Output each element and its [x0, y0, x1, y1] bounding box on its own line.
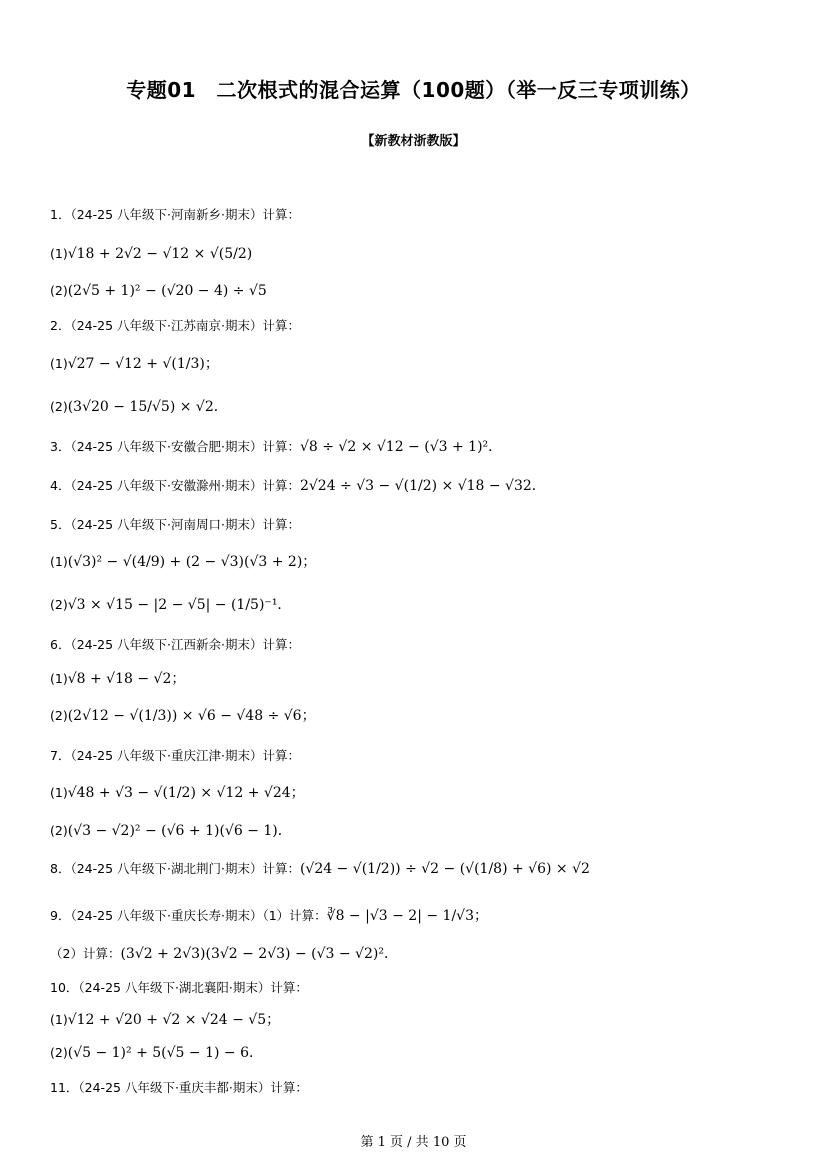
problem-line — [50, 859, 590, 880]
problem-label: (2) — [50, 283, 68, 298]
problem-label: (2) — [50, 597, 68, 612]
math-expression: (√5 − 1)² + 5(√5 − 1) − 6． — [67, 1045, 263, 1061]
problem-line — [50, 746, 300, 767]
math-expression: √48 + √3 − √(1/2) × √12 + √24； — [67, 785, 305, 801]
math-expression: √18 + 2√2 − √12 × √(5/2) — [67, 246, 253, 262]
math-expression: √3 × √15 − |2 − √5| − (1/5)⁻¹． — [67, 597, 292, 613]
problem-line — [50, 906, 488, 927]
math-expression: (2√5 + 1)² − (√20 − 4) ÷ √5 — [67, 283, 267, 299]
problem-label: (1) — [50, 356, 68, 371]
problem-line — [50, 205, 300, 226]
problem-label: (2) — [50, 823, 68, 838]
problem-label: (1) — [50, 554, 68, 569]
math-expression: (√3 − √2)² − (√6 + 1)(√6 − 1)． — [67, 823, 292, 839]
problem-label: 10．（24-25 八年级下·湖北襄阳·期末）计算： — [50, 980, 308, 995]
problem-line — [50, 437, 502, 458]
edition-label: 【新教材浙教版】 — [361, 134, 466, 149]
problem-line — [50, 978, 308, 999]
problem-label: (1) — [50, 785, 68, 800]
math-expression: (2√12 − √(1/3)) × √6 − √48 ÷ √6； — [67, 708, 316, 724]
math-expression: √8 + √18 − √2； — [67, 671, 186, 687]
problem-label: 8．（24-25 八年级下·湖北荆门·期末）计算： — [50, 861, 300, 876]
problem-label: (1) — [50, 246, 68, 261]
problem-line — [50, 316, 300, 337]
problem-line — [50, 669, 185, 690]
problem-line — [50, 635, 300, 656]
problem-label: 11．（24-25 八年级下·重庆丰都·期末）计算： — [50, 1080, 308, 1095]
problem-line — [50, 552, 316, 573]
problem-label: (2) — [50, 708, 68, 723]
math-expression: (3√2 + 2√3)(3√2 − 2√3) − (√3 − √2)²． — [120, 946, 398, 962]
problem-line — [50, 1078, 308, 1099]
problem-line — [50, 397, 228, 418]
math-expression: (√3)² − √(4/9) + (2 − √3)(√3 + 2)； — [67, 554, 317, 570]
problem-label: 1．（24-25 八年级下·河南新乡·期末）计算： — [50, 207, 300, 222]
problem-label: 3．（24-25 八年级下·安徽合肥·期末）计算： — [50, 439, 300, 454]
problem-label: (1) — [50, 671, 68, 686]
problem-label: 2．（24-25 八年级下·江苏南京·期末）计算： — [50, 318, 300, 333]
page-footer: 第 1 页 / 共 10 页 — [360, 1135, 467, 1150]
math-expression: ∛8 − |√3 − 2| − 1/√3； — [326, 908, 488, 924]
math-expression: (3√20 − 15/√5) × √2． — [67, 399, 228, 415]
math-expression: (√24 − √(1/2)) ÷ √2 − (√(1/8) + √6) × √2 — [299, 861, 590, 877]
problem-line — [50, 476, 546, 497]
problem-label: （2）计算： — [50, 946, 121, 961]
problem-label: 6．（24-25 八年级下·江西新余·期末）计算： — [50, 637, 300, 652]
problem-label: (2) — [50, 1045, 68, 1060]
problem-label: 9．（24-25 八年级下·重庆长寿·期末）（1）计算： — [50, 908, 327, 923]
problem-line — [50, 821, 292, 842]
problem-line — [50, 354, 219, 375]
problem-label: (2) — [50, 399, 68, 414]
math-expression: √12 + √20 + √2 × √24 − √5； — [67, 1012, 281, 1028]
math-expression: √8 ÷ √2 × √12 − (√3 + 1)²． — [299, 439, 503, 455]
problem-line — [50, 1043, 263, 1064]
problem-line — [50, 783, 305, 804]
problem-label: (1) — [50, 1012, 68, 1027]
page-title: 专题01 二次根式的混合运算（100题）（举一反三专项训练） — [126, 78, 701, 102]
problem-line — [50, 944, 398, 965]
problem-line — [50, 595, 291, 616]
problem-label: 4．（24-25 八年级下·安徽滁州·期末）计算： — [50, 478, 300, 493]
problem-label: 5．（24-25 八年级下·河南周口·期末）计算： — [50, 517, 300, 532]
math-expression: 2√24 ÷ √3 − √(1/2) × √18 − √32． — [299, 478, 546, 494]
problem-line — [50, 244, 252, 265]
problem-line — [50, 1010, 280, 1031]
problem-label: 7．（24-25 八年级下·重庆江津·期末）计算： — [50, 748, 300, 763]
problem-line — [50, 515, 300, 536]
problem-line — [50, 281, 267, 302]
problem-line — [50, 706, 316, 727]
math-expression: √27 − √12 + √(1/3)； — [67, 356, 219, 372]
